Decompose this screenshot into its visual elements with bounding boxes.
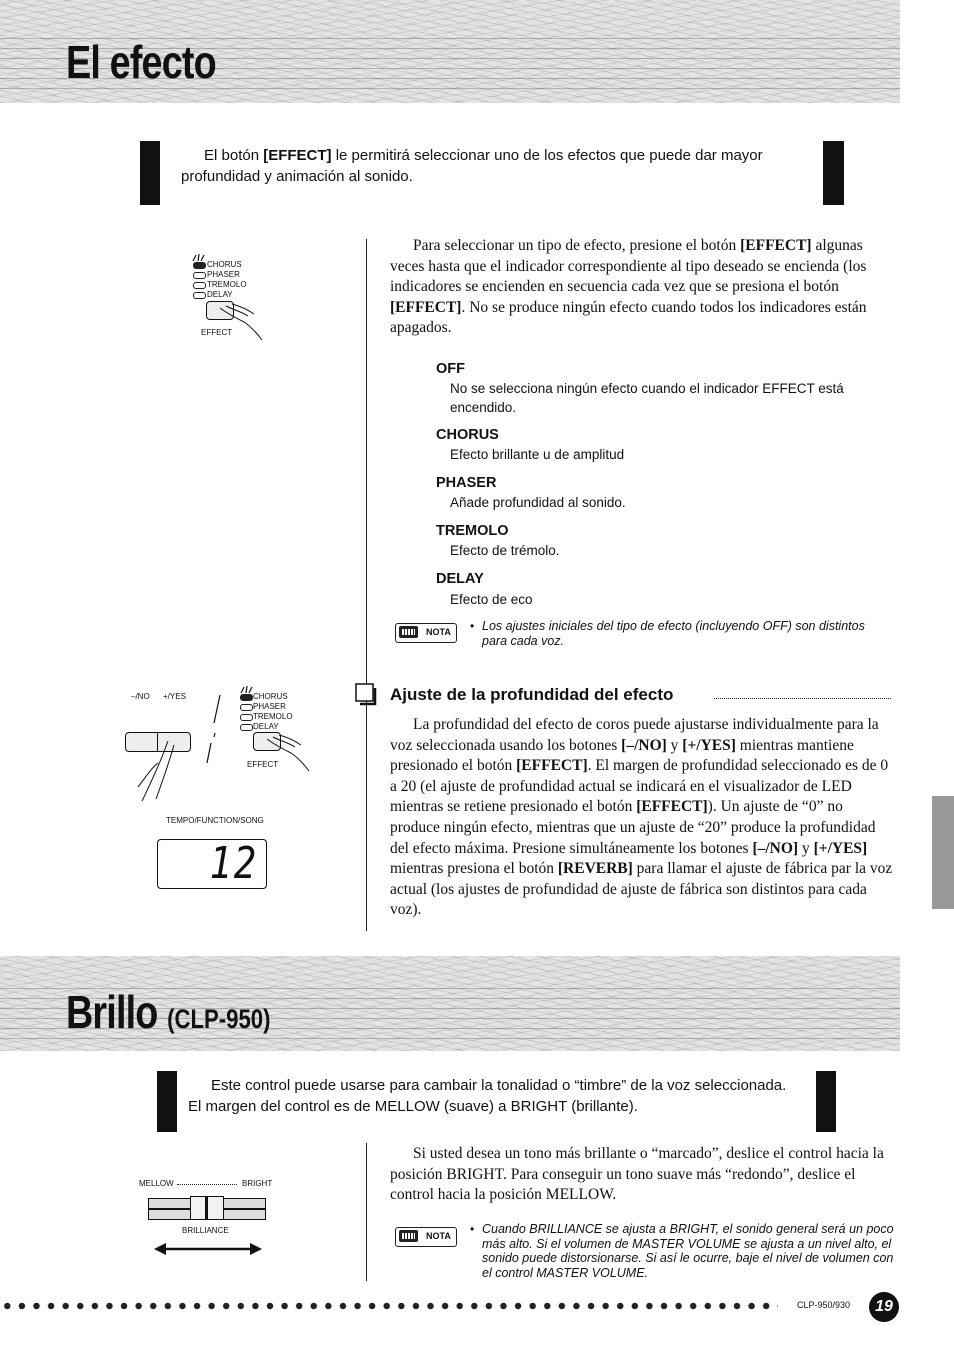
led-indicator	[240, 724, 253, 731]
section-banner-effect	[0, 0, 900, 103]
no-button-label: –/NO	[131, 692, 150, 701]
text-run: mientras presiona el botón	[390, 860, 558, 878]
led-display	[157, 839, 267, 889]
intro-bar-left	[140, 141, 160, 205]
led-label: PHASER	[207, 270, 240, 279]
effect-desc: Efecto brillante u de amplitud	[450, 447, 625, 462]
effect-term: TREMOLO	[436, 523, 509, 539]
bold-term: [REVERB]	[557, 860, 633, 878]
led-indicator	[193, 292, 206, 299]
text-run: . No se produce ningún efecto cuando todos los indicadores están apagados.	[390, 298, 867, 337]
bullet: •	[470, 619, 475, 633]
subsection-heading: Ajuste de la profundidad del efecto	[390, 685, 674, 704]
led-label: CHORUS	[253, 692, 288, 701]
brilliance-slider-knob[interactable]	[190, 1196, 224, 1220]
sparkle-icon	[240, 686, 254, 694]
text-run: Para seleccionar un tipo de efecto, presione el botón	[413, 237, 741, 254]
effect-term: OFF	[436, 361, 465, 377]
led-indicator	[193, 282, 206, 289]
note-badge: NOTA	[395, 623, 457, 643]
yes-button-label: +/YES	[163, 692, 186, 701]
scale-dots	[177, 1184, 237, 1185]
heading-leader	[714, 698, 891, 699]
model-subtitle: (CLP-950)	[167, 1004, 271, 1034]
effect-button-label: EFFECT	[247, 760, 279, 769]
effect-desc: No se selecciona ningún efecto cuando el indicador EFFECT está encendido.	[450, 381, 844, 415]
led-indicator	[240, 714, 253, 721]
intro-bar-left	[157, 1071, 177, 1132]
bold-term: [–/NO]	[621, 736, 667, 754]
text-run: algunas veces hasta que el indicador correspondiente al tipo deseado se encienda (los indicadores se encienden en secuencia cada vez que se presiona el botón	[390, 237, 867, 296]
effect-button-label: EFFECT	[201, 328, 233, 337]
display-label: TEMPO/FUNCTION/SONG	[166, 816, 264, 825]
led-label: DELAY	[253, 722, 279, 731]
bold-term: [+/YES]	[682, 736, 736, 754]
effect-desc: Efecto de eco	[450, 592, 533, 607]
column-divider	[366, 239, 367, 931]
effect-desc: Efecto de trémolo.	[450, 543, 560, 558]
keyboard-icon	[399, 626, 418, 638]
bold-term: [EFFECT]	[740, 237, 812, 254]
section-tab	[932, 796, 954, 909]
display-value: 12	[209, 838, 258, 889]
text-run: para llamar el ajuste de fábrica par la voz actual (los ajustes de profundidad de ajuste de fábrica son distintos para cada voz).	[390, 860, 893, 919]
text-run: y	[666, 736, 683, 754]
effect-instructions	[390, 236, 895, 339]
led-label: PHASER	[253, 702, 286, 711]
section-intro-effect: El botón [EFFECT] le permitirá seleccionar uno de los efectos que puede dar mayor profundidad y animación al sonido.	[181, 147, 763, 185]
footer-dot-rule	[0, 1300, 778, 1312]
bold-term: [EFFECT]	[390, 298, 462, 316]
led-indicator	[193, 272, 206, 279]
double-arrow-icon	[153, 1239, 263, 1259]
led-indicator	[193, 262, 206, 269]
mellow-label: MELLOW	[139, 1179, 174, 1188]
intro-bar-right	[823, 141, 844, 205]
depth-panel-diagram	[120, 685, 320, 895]
effect-term: DELAY	[436, 571, 484, 587]
note-text: Cuando BRILLIANCE se ajusta a BRIGHT, el sonido general será un poco más alto. Si el volumen de MASTER VOLUME se ajusta a un nivel alto, el sonido puede distorsionarse. Si así le ocurre, baje el nivel de volumen con el control MASTER VOLUME.	[482, 1222, 894, 1280]
brilliance-instructions: Si usted desea un tono más brillante o “marcado”, deslice el control hacia la posición BRIGHT. Para conseguir un tono suave más “redondo”, deslice el control hacia la posición MELLOW.	[390, 1145, 884, 1204]
brilliance-slider-diagram	[135, 1175, 275, 1265]
note-badge: NOTA	[395, 1227, 457, 1247]
text-run: La profundidad del efecto de coros puede ajustarse individualmente para la voz seleccionada usando los botones	[390, 716, 879, 754]
divider-marks	[204, 693, 224, 765]
checkbox-icon	[355, 683, 381, 707]
effect-desc: Añade profundidad al sonido.	[450, 495, 626, 510]
led-label: CHORUS	[207, 260, 242, 269]
sparkle-icon	[192, 254, 206, 262]
intro-bar-right	[816, 1071, 836, 1132]
effect-term: PHASER	[436, 475, 497, 491]
text-run: y	[798, 839, 814, 857]
pressing-hand-icon	[216, 304, 266, 344]
depth-instructions	[390, 715, 895, 921]
effect-term: CHORUS	[436, 427, 499, 443]
brilliance-label: BRILLIANCE	[182, 1226, 229, 1235]
keyboard-icon	[399, 1230, 418, 1242]
note-text: Los ajustes iniciales del tipo de efecto (incluyendo OFF) son distintos para cada voz.	[482, 619, 865, 648]
bullet: •	[470, 1222, 475, 1236]
led-label: TREMOLO	[207, 280, 247, 289]
bold-term: [EFFECT]	[636, 798, 708, 816]
page-number: 19	[869, 1292, 899, 1322]
bold-term: [EFFECT]	[516, 757, 588, 775]
text-run: . El margen de profundidad seleccionado es de 0 a 20 (el ajuste de profundidad actual se indicará en el visualizador de LED mientras se retiene presionado el botón	[390, 757, 889, 816]
led-indicator	[240, 694, 253, 701]
column-divider	[366, 1143, 367, 1281]
model-number: CLP-950/930	[797, 1300, 851, 1310]
bold-term: [+/YES]	[813, 839, 868, 857]
section-banner-brilliance	[0, 956, 900, 1051]
text-run: ). Un ajuste de “0” no produce ningún efecto, mientras que un ajuste de “20” produce la profundidad del efecto máxima. Presione simultáneamente los botones	[390, 798, 876, 857]
section-title-effect: El efecto	[66, 36, 216, 88]
effect-panel-diagram	[180, 250, 280, 350]
led-label: TREMOLO	[253, 712, 293, 721]
pressing-hand-icon	[128, 737, 178, 803]
led-label: DELAY	[207, 290, 233, 299]
led-indicator	[240, 704, 253, 711]
section-title-brilliance: Brillo (CLP-950)	[66, 986, 271, 1038]
bold-term: [–/NO]	[752, 839, 799, 857]
bright-label: BRIGHT	[242, 1179, 273, 1188]
text-run: mientras mantiene presionado el botón	[390, 736, 854, 775]
section-intro-brilliance: Este control puede usarse para cambair la tonalidad o “timbre” de la voz seleccionada. El margen del control es de MELLOW (suave) a BRIGHT (brillante).	[188, 1077, 787, 1115]
